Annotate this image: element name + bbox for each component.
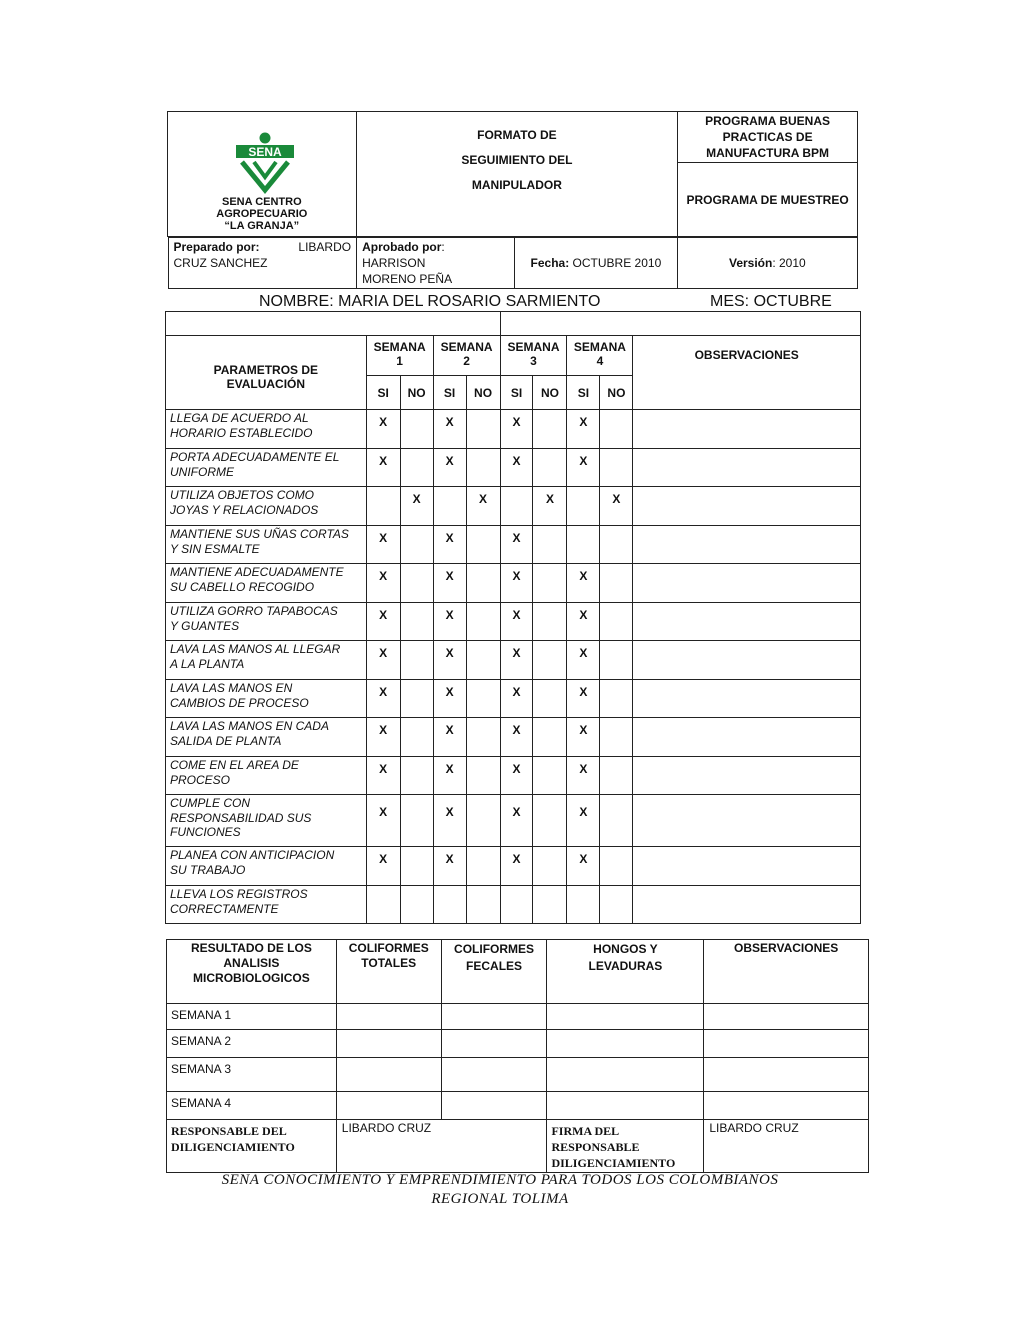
no-mark-week-1: X <box>400 487 433 526</box>
yes-mark-week-1: X <box>366 757 400 795</box>
yes-mark-week-4: X <box>567 795 600 847</box>
program-sampling: PROGRAMA DE MUESTREO <box>678 163 858 237</box>
observation-cell <box>633 847 861 886</box>
no-header: NO <box>466 376 500 410</box>
no-mark-week-3 <box>533 847 567 886</box>
org-line-2: AGROPECUARIO <box>216 208 308 220</box>
result-cell <box>336 1092 441 1120</box>
yes-mark-week-4 <box>567 487 600 526</box>
no-mark-week-3 <box>533 641 567 680</box>
yes-mark-week-4 <box>567 526 600 564</box>
criterion-label <box>166 718 367 757</box>
approved-label: Aprobado por <box>362 240 442 254</box>
criterion-line: PORTA ADECUADAMENTE EL <box>170 450 340 464</box>
criterion-line: CORRECTAMENTE <box>170 901 279 916</box>
checklist-row <box>166 410 861 449</box>
prepared-value-1: LIBARDO <box>298 240 352 254</box>
result-cell <box>441 1004 547 1030</box>
criterion-line: Y SIN ESMALTE <box>170 541 260 556</box>
checklist-row <box>166 564 861 603</box>
week-4-header: SEMANA 4 <box>567 336 633 376</box>
no-mark-week-3 <box>533 680 567 718</box>
no-header: NO <box>400 376 433 410</box>
yes-mark-week-2: X <box>433 526 466 564</box>
yes-mark-week-1: X <box>366 526 400 564</box>
observation-cell <box>633 641 861 680</box>
criterion-line: UNIFORME <box>170 464 234 479</box>
yes-mark-week-4: X <box>567 718 600 757</box>
yes-mark-week-3: X <box>500 526 533 564</box>
yes-mark-week-3: X <box>500 680 533 718</box>
no-mark-week-3 <box>533 410 567 449</box>
no-mark-week-2: X <box>466 487 500 526</box>
no-mark-week-4 <box>600 603 633 641</box>
no-mark-week-2 <box>466 757 500 795</box>
no-header: NO <box>533 376 567 410</box>
result-cell <box>704 1058 869 1092</box>
criterion-line: LAVA LAS MANOS EN CADA <box>170 719 329 733</box>
criterion-line: Y GUANTES <box>170 618 240 633</box>
yes-header: SI <box>500 376 533 410</box>
results-week-3: SEMANA 3 <box>167 1058 337 1092</box>
criterion-line: SU CABELLO RECOGIDO <box>170 579 315 594</box>
week-3-header: SEMANA 3 <box>500 336 567 376</box>
yes-mark-week-3: X <box>500 603 533 641</box>
yes-mark-week-2: X <box>433 757 466 795</box>
organization-name <box>168 196 356 232</box>
no-mark-week-4 <box>600 564 633 603</box>
yes-mark-week-2: X <box>433 847 466 886</box>
criterion-line: LLEVA LOS REGISTROS <box>170 887 308 901</box>
yes-mark-week-4: X <box>567 449 600 487</box>
header-table <box>167 111 858 289</box>
criterion-line: A LA PLANTA <box>170 656 245 671</box>
yes-mark-week-3: X <box>500 564 533 603</box>
checklist-row <box>166 847 861 886</box>
criterion-line: MANTIENE SUS UÑAS CORTAS <box>170 527 349 541</box>
no-mark-week-3 <box>533 718 567 757</box>
yes-mark-week-1: X <box>366 603 400 641</box>
no-mark-week-2 <box>466 795 500 847</box>
yes-mark-week-3: X <box>500 757 533 795</box>
no-mark-week-4 <box>600 718 633 757</box>
yes-mark-week-1: X <box>366 680 400 718</box>
observation-cell <box>633 680 861 718</box>
yes-mark-week-3 <box>500 886 533 924</box>
responsible-value: LIBARDO CRUZ <box>336 1120 547 1173</box>
no-mark-week-3 <box>533 526 567 564</box>
no-mark-week-1 <box>400 410 433 449</box>
yes-mark-week-2: X <box>433 410 466 449</box>
week-1-header: SEMANA 1 <box>366 336 433 376</box>
criterion-line: SALIDA DE PLANTA <box>170 733 282 748</box>
criterion-line: COME EN EL AREA DE <box>170 758 299 772</box>
prepared-by <box>168 238 357 289</box>
yes-mark-week-3: X <box>500 410 533 449</box>
result-cell <box>547 1092 704 1120</box>
results-observations-header: OBSERVACIONES <box>704 940 869 1004</box>
yes-mark-week-1: X <box>366 847 400 886</box>
responsible-label: RESPONSABLE DEL DILIGENCIAMIENTO <box>167 1120 337 1173</box>
observation-cell <box>633 603 861 641</box>
meta-row <box>168 237 858 289</box>
result-cell <box>336 1058 441 1092</box>
criterion-line: UTILIZA OBJETOS COMO <box>170 488 315 502</box>
yes-mark-week-3: X <box>500 795 533 847</box>
date-label: Fecha: <box>530 256 570 270</box>
no-mark-week-3: X <box>533 487 567 526</box>
yes-header: SI <box>366 376 400 410</box>
result-cell <box>336 1030 441 1058</box>
no-mark-week-2 <box>466 886 500 924</box>
no-header: NO <box>600 376 633 410</box>
month: MES: OCTUBRE <box>710 293 832 310</box>
date-value: OCTUBRE 2010 <box>572 256 662 270</box>
checklist-row <box>166 487 861 526</box>
observation-cell <box>633 410 861 449</box>
observations-header: OBSERVACIONES <box>633 336 861 410</box>
week-2-header: SEMANA 2 <box>433 336 500 376</box>
checklist-row <box>166 449 861 487</box>
sena-logo-icon <box>234 132 296 194</box>
checklist-row <box>166 795 861 847</box>
yes-mark-week-4: X <box>567 680 600 718</box>
observation-cell <box>633 718 861 757</box>
no-mark-week-3 <box>533 795 567 847</box>
result-cell <box>547 1004 704 1030</box>
no-mark-week-4 <box>600 886 633 924</box>
no-mark-week-1 <box>400 564 433 603</box>
program-line-2: PRACTICAS DE <box>722 130 813 144</box>
yes-header: SI <box>567 376 600 410</box>
yes-mark-week-4: X <box>567 757 600 795</box>
yes-mark-week-4 <box>567 886 600 924</box>
no-mark-week-4 <box>600 641 633 680</box>
results-week-1: SEMANA 1 <box>167 1004 337 1030</box>
checklist-row <box>166 526 861 564</box>
criterion-line: PROCESO <box>170 772 231 787</box>
no-mark-week-2 <box>466 526 500 564</box>
checklist-row <box>166 718 861 757</box>
yes-mark-week-4: X <box>567 410 600 449</box>
observation-cell <box>633 757 861 795</box>
yes-mark-week-2: X <box>433 795 466 847</box>
criterion-label <box>166 757 367 795</box>
signature-value: LIBARDO CRUZ <box>704 1120 869 1173</box>
program-line-1: PROGRAMA BUENAS <box>705 114 831 128</box>
criterion-line: MANTIENE ADECUADAMENTE <box>170 565 344 579</box>
observation-cell <box>633 886 861 924</box>
no-mark-week-2 <box>466 680 500 718</box>
no-mark-week-3 <box>533 449 567 487</box>
yes-mark-week-2: X <box>433 449 466 487</box>
document-title <box>356 112 678 237</box>
yes-mark-week-3: X <box>500 847 533 886</box>
result-cell <box>336 1004 441 1030</box>
approved-value-2: MORENO PEÑA <box>362 272 453 286</box>
footer-line-1: SENA CONOCIMIENTO Y EMPRENDIMIENTO PARA TODOS LOS COLOMBIANOS <box>221 1172 779 1188</box>
result-cell <box>704 1092 869 1120</box>
results-week-4: SEMANA 4 <box>167 1092 337 1120</box>
fecal-coliforms-header: COLIFORMES FECALES <box>441 940 547 1004</box>
checklist-row <box>166 757 861 795</box>
checklist-row <box>166 641 861 680</box>
no-mark-week-1 <box>400 757 433 795</box>
checklist-body <box>166 410 861 924</box>
result-cell <box>547 1030 704 1058</box>
blank-cell-left <box>166 312 501 336</box>
yes-mark-week-3 <box>500 487 533 526</box>
no-mark-week-1 <box>400 680 433 718</box>
criterion-label <box>166 680 367 718</box>
approved-value-1: : HARRISON <box>362 240 445 270</box>
program-line-3: MANUFACTURA BPM <box>706 146 830 160</box>
criterion-line: RESPONSABILIDAD SUS <box>170 810 312 825</box>
total-coliforms-header: COLIFORMES TOTALES <box>336 940 441 1004</box>
no-mark-week-4 <box>600 526 633 564</box>
criterion-line: LLEGA DE ACUERDO AL <box>170 411 309 425</box>
checklist-table <box>165 311 861 924</box>
no-mark-week-4 <box>600 449 633 487</box>
employee-name: NOMBRE: MARIA DEL ROSARIO SARMIENTO <box>259 293 601 310</box>
no-mark-week-3 <box>533 564 567 603</box>
no-mark-week-1 <box>400 718 433 757</box>
criterion-line: CUMPLE CON <box>170 796 251 810</box>
yes-mark-week-1 <box>366 487 400 526</box>
observation-cell <box>633 487 861 526</box>
title-line-2: SEGUIMIENTO DEL <box>461 153 573 167</box>
no-mark-week-2 <box>466 410 500 449</box>
no-mark-week-1 <box>400 526 433 564</box>
yes-mark-week-2: X <box>433 564 466 603</box>
no-mark-week-1 <box>400 641 433 680</box>
no-mark-week-2 <box>466 641 500 680</box>
checklist-row <box>166 680 861 718</box>
version-value: : 2010 <box>772 256 806 270</box>
criterion-label <box>166 641 367 680</box>
no-mark-week-3 <box>533 603 567 641</box>
result-cell <box>547 1058 704 1092</box>
criterion-label <box>166 410 367 449</box>
parameters-line-1: PARAMETROS DE <box>213 362 319 377</box>
checklist-row <box>166 603 861 641</box>
result-cell <box>441 1092 547 1120</box>
results-header: RESULTADO DE LOS ANALISIS MICROBIOLOGICOS <box>167 940 337 1004</box>
yes-mark-week-1: X <box>366 410 400 449</box>
yes-mark-week-2: X <box>433 641 466 680</box>
no-mark-week-1 <box>400 449 433 487</box>
no-mark-week-1 <box>400 847 433 886</box>
parameters-header <box>166 336 367 410</box>
criterion-label <box>166 564 367 603</box>
no-mark-week-2 <box>466 847 500 886</box>
criterion-line: HORARIO ESTABLECIDO <box>170 425 313 440</box>
criterion-line: JOYAS Y RELACIONADOS <box>170 502 319 517</box>
checklist-row <box>166 886 861 924</box>
no-mark-week-4 <box>600 795 633 847</box>
version-label: Versión <box>728 256 773 270</box>
logo-cell <box>168 112 357 237</box>
no-mark-week-1 <box>400 795 433 847</box>
no-mark-week-4 <box>600 847 633 886</box>
yes-mark-week-4: X <box>567 564 600 603</box>
results-table <box>166 939 869 1173</box>
no-mark-week-4 <box>600 680 633 718</box>
yes-mark-week-2: X <box>433 718 466 757</box>
result-cell <box>704 1030 869 1058</box>
title-line-3: MANIPULADOR <box>471 178 562 192</box>
approved-by <box>357 238 514 289</box>
result-cell <box>704 1004 869 1030</box>
yes-mark-week-2 <box>433 487 466 526</box>
observation-cell <box>633 526 861 564</box>
no-mark-week-2 <box>466 449 500 487</box>
criterion-line: CAMBIOS DE PROCESO <box>170 695 309 710</box>
yes-mark-week-2: X <box>433 603 466 641</box>
title-line-1: FORMATO DE <box>477 128 557 142</box>
results-week-2: SEMANA 2 <box>167 1030 337 1058</box>
yes-mark-week-3: X <box>500 718 533 757</box>
no-mark-week-4: X <box>600 487 633 526</box>
yes-mark-week-1: X <box>366 564 400 603</box>
blank-cell-right <box>500 312 860 336</box>
criterion-line: LAVA LAS MANOS EN <box>170 681 293 695</box>
logo-text: SENA <box>248 145 282 159</box>
yes-mark-week-3: X <box>500 449 533 487</box>
no-mark-week-2 <box>466 718 500 757</box>
criterion-line: UTILIZA GORRO TAPABOCAS <box>170 604 338 618</box>
fungi-yeasts-header: HONGOS Y LEVADURAS <box>547 940 704 1004</box>
yes-mark-week-1: X <box>366 641 400 680</box>
criterion-label <box>166 795 367 847</box>
yes-mark-week-4: X <box>567 641 600 680</box>
no-mark-week-2 <box>466 603 500 641</box>
criterion-line: SU TRABAJO <box>170 862 246 877</box>
no-mark-week-1 <box>400 603 433 641</box>
result-cell <box>441 1058 547 1092</box>
criterion-label <box>166 449 367 487</box>
criterion-label <box>166 487 367 526</box>
version <box>678 238 857 289</box>
criterion-line: PLANEA CON ANTICIPACION <box>170 848 335 862</box>
yes-mark-week-1: X <box>366 718 400 757</box>
no-mark-week-2 <box>466 564 500 603</box>
yes-mark-week-4: X <box>567 603 600 641</box>
yes-mark-week-2 <box>433 886 466 924</box>
signature-label: FIRMA DEL RESPONSABLE DILIGENCIAMIENTO <box>547 1120 704 1173</box>
date <box>514 238 678 289</box>
org-line-1: SENA CENTRO <box>221 196 302 208</box>
criterion-line: LAVA LAS MANOS AL LLEGAR <box>170 642 341 656</box>
observation-cell <box>633 795 861 847</box>
yes-mark-week-1: X <box>366 795 400 847</box>
criterion-label <box>166 847 367 886</box>
observation-cell <box>633 449 861 487</box>
no-mark-week-4 <box>600 410 633 449</box>
yes-header: SI <box>433 376 466 410</box>
prepared-value-2: CRUZ SANCHEZ <box>173 256 268 270</box>
no-mark-week-4 <box>600 757 633 795</box>
yes-mark-week-1: X <box>366 449 400 487</box>
criterion-label <box>166 886 367 924</box>
footer-line-2: REGIONAL TOLIMA <box>431 1191 569 1207</box>
no-mark-week-3 <box>533 757 567 795</box>
observation-cell <box>633 564 861 603</box>
criterion-label <box>166 603 367 641</box>
yes-mark-week-4: X <box>567 847 600 886</box>
yes-mark-week-2: X <box>433 680 466 718</box>
parameters-line-2: EVALUACIÓN <box>226 376 306 391</box>
criterion-line: FUNCIONES <box>170 825 241 839</box>
yes-mark-week-1 <box>366 886 400 924</box>
no-mark-week-3 <box>533 886 567 924</box>
prepared-label: Preparado por: <box>173 240 260 254</box>
criterion-label <box>166 526 367 564</box>
program-bpm <box>678 112 858 163</box>
org-line-3: “LA GRANJA” <box>224 220 300 232</box>
no-mark-week-1 <box>400 886 433 924</box>
yes-mark-week-3: X <box>500 641 533 680</box>
result-cell <box>441 1030 547 1058</box>
